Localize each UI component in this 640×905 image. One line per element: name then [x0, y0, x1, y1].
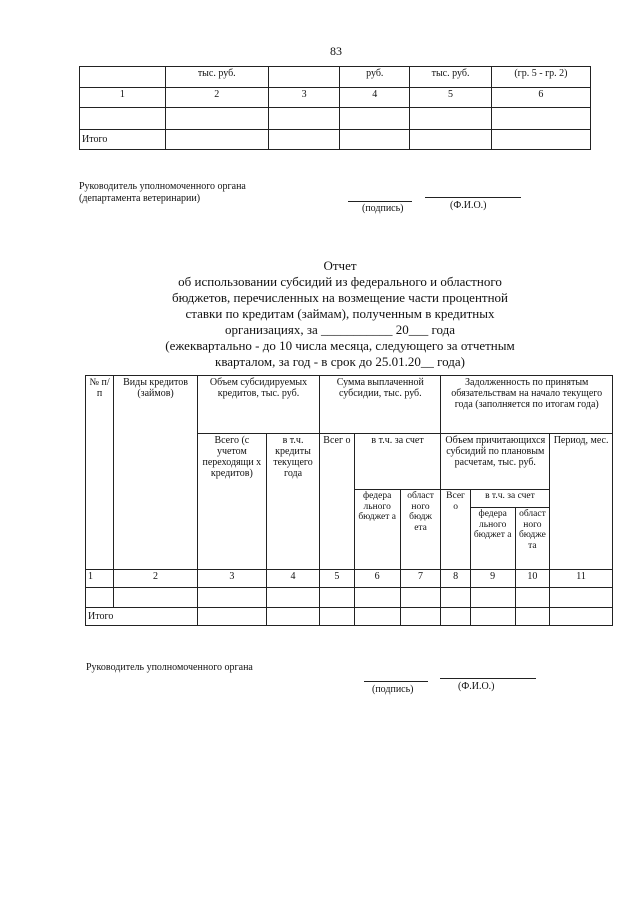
number-cell: 2	[114, 570, 198, 588]
total-label: Итого	[80, 130, 166, 150]
report-title-block	[160, 258, 520, 370]
number-cell: 9	[470, 570, 515, 588]
number-cell: 10	[515, 570, 550, 588]
header-cell: руб.	[340, 67, 410, 88]
report-line: кварталом, за год - в срок до 25.01.20__ года)	[215, 354, 465, 369]
report-line: бюджетов, перечисленных на возмещение части процентной	[172, 290, 508, 305]
fio-line	[440, 678, 536, 679]
header-fed2: федера льного бюджет а	[470, 508, 515, 570]
top-table	[79, 66, 591, 150]
table-number-row	[86, 570, 613, 588]
header-cell: тыс. руб.	[165, 67, 268, 88]
header-incl-acc: в т.ч. за счет	[354, 434, 441, 490]
head-title-line1: Руководитель уполномоченного органа	[79, 181, 246, 192]
table-total-row	[86, 608, 613, 626]
header-reg: област ного бюдж ета	[400, 490, 441, 570]
number-cell: 2	[165, 88, 268, 108]
header-paid: Сумма выплаченной субсидии, тыс. руб.	[320, 376, 441, 434]
number-cell: 4	[340, 88, 410, 108]
header-num: № п/п	[86, 376, 114, 570]
number-cell: 1	[80, 88, 166, 108]
table-number-row	[80, 88, 591, 108]
table-header-row	[80, 67, 591, 88]
report-line: (ежеквартально - до 10 числа месяца, следующего за отчетным	[165, 338, 515, 353]
header-reg2: област ного бюдже та	[515, 508, 550, 570]
signature-line	[348, 201, 412, 202]
signature-block-2	[86, 662, 253, 674]
number-cell: 3	[268, 88, 340, 108]
number-cell: 3	[197, 570, 266, 588]
header-current: в т.ч. кредиты текущего года	[266, 434, 319, 570]
fio-caption: (Ф.И.О.)	[450, 200, 487, 211]
page-number: 83	[330, 44, 342, 58]
report-line: организациях, за ___________ 20___ года	[225, 322, 455, 337]
header-cell: тыс. руб.	[410, 67, 492, 88]
number-cell: 6	[491, 88, 590, 108]
header-incl-acc2: в т.ч. за счет	[470, 490, 549, 508]
report-line: об использовании субсидий из федерального и областного	[178, 274, 502, 289]
table-row	[80, 108, 591, 130]
header-total-incl: Всего (с учетом переходящи х кредитов)	[197, 434, 266, 570]
header-volume: Объем субсидируемых кредитов, тыс. руб.	[197, 376, 319, 434]
header-due: Объем причитающихся субсидий по плановым расчетам, тыс. руб.	[441, 434, 550, 490]
signature-caption: (подпись)	[372, 684, 414, 695]
fio-line	[425, 197, 521, 198]
number-cell: 5	[320, 570, 355, 588]
table-total-row	[80, 130, 591, 150]
total-label: Итого	[86, 608, 198, 626]
header-cell: (гр. 5 - гр. 2)	[491, 67, 590, 88]
header-period: Период, мес.	[550, 434, 613, 570]
header-debt: Задолженность по принятым обязательствам на начало текущего года (заполняется по итогам года)	[441, 376, 613, 434]
number-cell: 6	[354, 570, 400, 588]
report-title: Отчет	[323, 258, 357, 273]
header-cell	[80, 67, 166, 88]
report-line: ставки по кредитам (займам), полученным в кредитных	[185, 306, 495, 321]
head-title-line2: (департамента ветеринарии)	[79, 193, 201, 204]
number-cell: 5	[410, 88, 492, 108]
header-all2: Всег о	[441, 490, 470, 570]
signature-block-1	[79, 181, 246, 205]
header-all: Всег о	[320, 434, 355, 570]
main-table	[85, 375, 613, 626]
number-cell: 4	[266, 570, 319, 588]
number-cell: 11	[550, 570, 613, 588]
header-cell	[268, 67, 340, 88]
header-fed: федера льного бюджет а	[354, 490, 400, 570]
table-row	[86, 588, 613, 608]
number-cell: 1	[86, 570, 114, 588]
number-cell: 8	[441, 570, 470, 588]
header-kind: Виды кредитов (займов)	[114, 376, 198, 570]
fio-caption: (Ф.И.О.)	[458, 681, 495, 692]
head-title-line1: Руководитель уполномоченного органа	[86, 662, 253, 673]
number-cell: 7	[400, 570, 441, 588]
signature-line	[364, 681, 428, 682]
signature-caption: (подпись)	[362, 203, 404, 214]
